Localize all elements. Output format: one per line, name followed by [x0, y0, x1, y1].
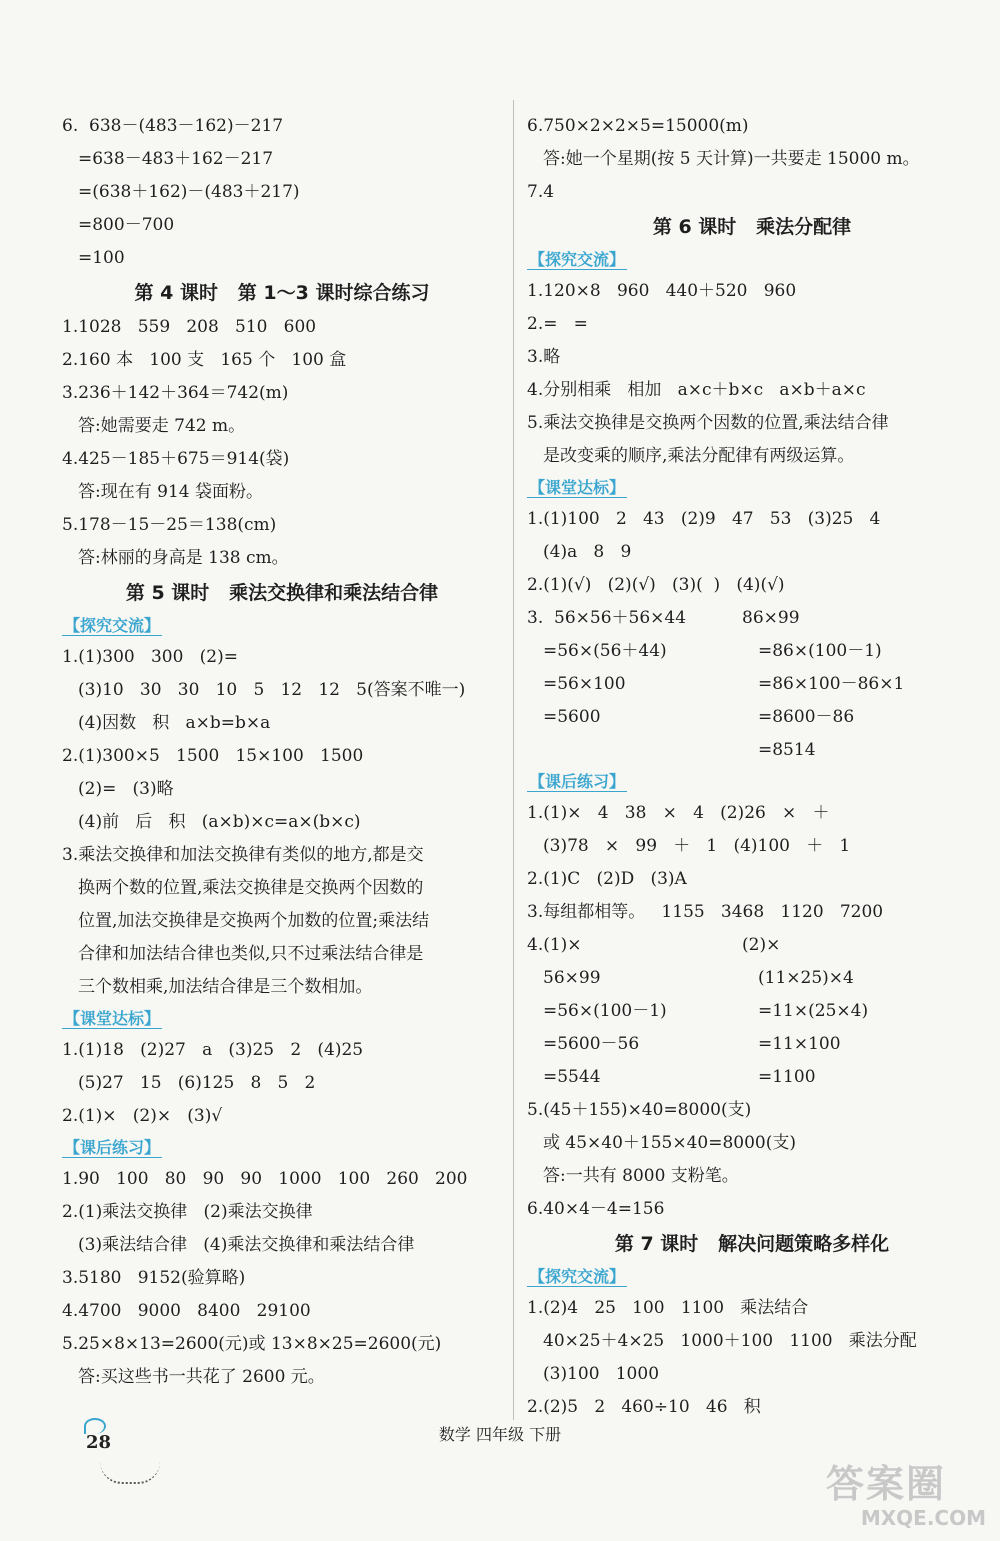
- answer-line: 答:买这些书一共花了 2600 元。: [78, 1367, 325, 1387]
- calc-left: 4.(1)×: [527, 935, 582, 955]
- answer-line: (4)前 后 积 (a×b)×c=a×(b×c): [78, 812, 361, 832]
- calc-left: =5600－56: [543, 1034, 640, 1054]
- answer-line: 答:现在有 914 袋面粉。: [78, 482, 263, 502]
- answer-line: 6.750×2×2×5=15000(m): [527, 116, 749, 136]
- calc-right: =1100: [758, 1067, 816, 1087]
- answer-line: 1.(1)18 (2)27 a (3)25 2 (4)25: [62, 1040, 364, 1060]
- answer-line: 三个数相乘,加法结合律是三个数相加。: [78, 977, 373, 997]
- section-tag-label: 【课堂达标】: [529, 478, 626, 497]
- calc-right: =8600－86: [758, 707, 855, 727]
- section-tag-label: 【探究交流】: [64, 616, 161, 635]
- answer-line: 答:她需要走 742 m。: [78, 416, 246, 436]
- answer-line: (4)因数 积 a×b=b×a: [78, 713, 271, 733]
- answer-line: 3.乘法交换律和加法交换律有类似的地方,都是交: [62, 845, 424, 865]
- answer-line: 答:一共有 8000 支粉笔。: [543, 1166, 739, 1186]
- answer-line: 是改变乘的顺序,乘法分配律有两级运算。: [543, 446, 855, 466]
- calculation-row: [527, 668, 977, 701]
- calc-left: =5544: [543, 1067, 601, 1087]
- watermark-url: MXQE.COM: [860, 1506, 986, 1530]
- page-number-curl-icon: [100, 1462, 160, 1484]
- calculation-row: [527, 962, 977, 995]
- lesson-heading: 第 4 课时 第 1～3 课时综合练习: [134, 282, 430, 304]
- answer-line: =100: [78, 248, 125, 268]
- calculation-row: [527, 635, 977, 668]
- answer-line: 3.每组都相等。 1155 3468 1120 7200: [527, 902, 884, 922]
- answer-line: 答:林丽的身高是 138 cm。: [78, 548, 289, 568]
- section-tag-label: 【课堂达标】: [64, 1009, 161, 1028]
- answer-line: 2.(1)乘法交换律 (2)乘法交换律: [62, 1202, 313, 1222]
- answer-line: 1.1028 559 208 510 600: [62, 317, 317, 337]
- answer-line: 6.40×4－4=156: [527, 1199, 665, 1219]
- left-column: [62, 110, 502, 1394]
- answer-line: 答:她一个星期(按 5 天计算)一共要走 15000 m。: [543, 149, 920, 169]
- answer-line: (4)a 8 9: [543, 542, 632, 562]
- answer-line: 5.25×8×13=2600(元)或 13×8×25=2600(元): [62, 1334, 442, 1354]
- answer-line: (2)= (3)略: [78, 779, 174, 799]
- answer-line: (5)27 15 (6)125 8 5 2: [78, 1073, 316, 1093]
- answer-line: 6. 638－(483－162)－217: [62, 116, 284, 136]
- answer-line: 或 45×40＋155×40=8000(支): [543, 1133, 797, 1153]
- calc-left: =56×(56＋44): [543, 641, 667, 661]
- calc-left: =5600: [543, 707, 601, 727]
- answer-line: 1.90 100 80 90 90 1000 100 260 200: [62, 1169, 468, 1189]
- section-tag-label: 【探究交流】: [529, 250, 626, 269]
- answer-line: 合律和加法结合律也类似,只不过乘法结合律是: [78, 944, 424, 964]
- calculation-row: [527, 1028, 977, 1061]
- answer-line: 2.(1)300×5 1500 15×100 1500: [62, 746, 364, 766]
- lesson-heading: 第 6 课时 乘法分配律: [652, 216, 852, 238]
- page-footer: 数学 四年级 下册: [438, 1425, 562, 1444]
- answer-line: 7.4: [527, 182, 555, 202]
- section-tag-label: 【课后练习】: [64, 1138, 161, 1157]
- answer-line: 1.(1)300 300 (2)=: [62, 647, 238, 667]
- answer-line: 2.(1)(√) (2)(√) (3)( ) (4)(√): [527, 575, 785, 595]
- column-divider: [513, 100, 514, 1420]
- answer-line: 2.(1)× (2)× (3)√: [62, 1106, 223, 1126]
- section-tag-label: 【探究交流】: [529, 1267, 626, 1286]
- section-tag: [527, 767, 977, 797]
- answer-line: 3.5180 9152(验算略): [62, 1268, 246, 1288]
- lesson-heading: 第 5 课时 乘法交换律和乘法结合律: [125, 582, 439, 604]
- calc-left: [543, 734, 758, 767]
- calculation-row: [527, 602, 977, 635]
- calc-right: =11×100: [758, 1034, 841, 1054]
- calculation-row: [527, 929, 977, 962]
- calc-right: =8514: [758, 740, 816, 760]
- calc-left: 56×99: [543, 968, 601, 988]
- right-column: [527, 110, 977, 1424]
- calc-right: =11×(25×4): [758, 1001, 869, 1021]
- answer-line: 1.(1)100 2 43 (2)9 47 53 (3)25 4: [527, 509, 881, 529]
- answer-line: 位置,加法交换律是交换两个加数的位置;乘法结: [78, 911, 430, 931]
- calculation-row: [527, 734, 977, 767]
- section-tag: [62, 1004, 502, 1034]
- calc-right: (11×25)×4: [758, 968, 854, 988]
- answer-line: (3)100 1000: [543, 1364, 660, 1384]
- answer-line: (3)78 × 99 ＋ 1 (4)100 ＋ 1: [543, 836, 851, 856]
- watermark-text: 答案圈: [826, 1462, 947, 1506]
- watermark-logo: [826, 1462, 986, 1534]
- answer-line: 5.178－15－25＝138(cm): [62, 515, 277, 535]
- section-tag: [527, 1262, 977, 1292]
- calculation-row: [527, 701, 977, 734]
- calc-right: =86×100－86×1: [758, 674, 905, 694]
- answer-line: 4.分别相乘 相加 a×c＋b×c a×b＋a×c: [527, 380, 866, 400]
- answer-line: 2.160 本 100 支 165 个 100 盒: [62, 350, 347, 370]
- answer-line: 3.略: [527, 347, 561, 367]
- calc-right: 86×99: [742, 608, 800, 628]
- calc-right: =86×(100－1): [758, 641, 882, 661]
- answer-line: 1.120×8 960 440＋520 960: [527, 281, 797, 301]
- answer-line: 2.(2)5 2 460÷10 46 积: [527, 1397, 761, 1417]
- answer-line: (3)10 30 30 10 5 12 12 5(答案不唯一): [78, 680, 466, 700]
- answer-line: 换两个数的位置,乘法交换律是交换两个因数的: [78, 878, 424, 898]
- section-tag: [527, 473, 977, 503]
- answer-line: 2.= =: [527, 314, 588, 334]
- calc-left: =56×100: [543, 674, 626, 694]
- section-tag: [62, 1133, 502, 1163]
- answer-line: 5.乘法交换律是交换两个因数的位置,乘法结合律: [527, 413, 889, 433]
- answer-line: (3)乘法结合律 (4)乘法交换律和乘法结合律: [78, 1235, 415, 1255]
- answer-line: 2.(1)C (2)D (3)A: [527, 869, 687, 889]
- section-tag-label: 【课后练习】: [529, 772, 626, 791]
- answer-line: =638－483＋162－217: [78, 149, 274, 169]
- answer-line: 3.236＋142＋364＝742(m): [62, 383, 289, 403]
- calculation-row: [527, 1061, 977, 1094]
- section-tag: [62, 611, 502, 641]
- calc-left: =56×(100－1): [543, 1001, 667, 1021]
- answer-line: =800－700: [78, 215, 175, 235]
- calc-left: 3. 56×56＋56×44: [527, 608, 687, 628]
- calc-right: (2)×: [742, 935, 781, 955]
- calculation-row: [527, 995, 977, 1028]
- answer-line: 4.4700 9000 8400 29100: [62, 1301, 311, 1321]
- lesson-heading: 第 7 课时 解决问题策略多样化: [614, 1233, 890, 1255]
- answer-line: =(638＋162)－(483＋217): [78, 182, 300, 202]
- answer-line: 1.(2)4 25 100 1100 乘法结合: [527, 1298, 809, 1318]
- answer-line: 40×25＋4×25 1000＋100 1100 乘法分配: [543, 1331, 917, 1351]
- answer-line: 5.(45＋155)×40=8000(支): [527, 1100, 752, 1120]
- page-number: 28: [86, 1432, 112, 1453]
- answer-line: 4.425－185＋675＝914(袋): [62, 449, 290, 469]
- answer-line: 1.(1)× 4 38 × 4 (2)26 × ＋: [527, 803, 830, 823]
- section-tag: [527, 245, 977, 275]
